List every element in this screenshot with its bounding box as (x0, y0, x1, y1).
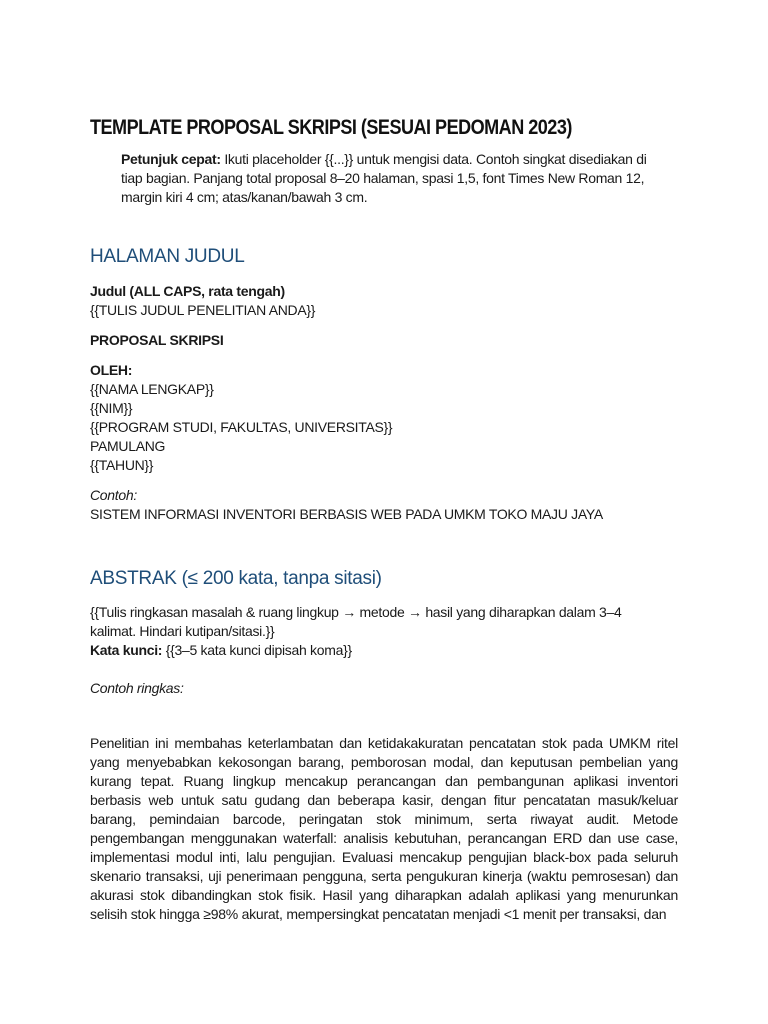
keywords-label: Kata kunci: (90, 642, 163, 658)
contoh-text: SISTEM INFORMASI INVENTORI BERBASIS WEB PADA UMKM TOKO MAJU JAYA (90, 506, 603, 522)
quick-guide-text: Ikuti placeholder {{...}} untuk mengisi data. Contoh singkat disediakan di tiap bagian. Panjang total proposal 8–20 halaman, spasi 1,5, font Times New Roman 12, margin kiri 4 cm; atas/kanan/bawah 3 cm. (121, 151, 647, 205)
quick-guide-label: Petunjuk cepat: (121, 151, 221, 167)
abstract-instruction: {{Tulis ringkasan masalah & ruang lingkup → metode → hasil yang diharapkan dalam 3–4 kalimat. Hindari kutipan/sitasi.}} (90, 604, 622, 639)
nim-placeholder: {{NIM}} (90, 400, 133, 416)
judul-placeholder: {{TULIS JUDUL PENELITIAN ANDA}} (90, 302, 316, 318)
contoh-label: Contoh: (90, 487, 137, 503)
quick-guide (121, 150, 661, 207)
tahun-placeholder: {{TAHUN}} (90, 457, 154, 473)
author-block (90, 361, 680, 475)
example-paragraph: Penelitian ini membahas keterlambatan dan ketidakakuratan pencatatan stok pada UMKM ritel yang menyebabkan kekosongan barang, pemborosan modal, dan keputusan pembelian yang kurang tepat. Ruang lingkup mencakup perancangan dan pembangunan aplikasi inventori berbasis web untuk satu gudang dan beberapa kasir, dengan fitur pencatatan masuk/keluar barang, pemindaian barcode, peringatan stok minimum, serta riwayat audit. Metode pengembangan menggunakan waterfall: analisis kebutuhan, perancangan ERD dan use case, implementasi modul inti, lalu pengujian. Evaluasi mencakup pengujian black-box pada seluruh skenario transaksi, uji penerimaan pengguna, serta pengukuran kinerja (waktu pemrosesan) dan akurasi stok dibandingkan stok fisik. Hasil yang diharapkan adalah aplikasi yang menurunkan selisih stok hingga ≥98% akurat, mempersingkat pencatatan menjadi <1 menit per transaksi, dan (90, 735, 678, 922)
document-title: TEMPLATE PROPOSAL SKRIPSI (SESUAI PEDOMAN 2023) (90, 116, 572, 139)
nama-placeholder: {{NAMA LENGKAP}} (90, 381, 214, 397)
example-label-block (90, 679, 680, 698)
judul-block (90, 282, 680, 320)
judul-label: Judul (ALL CAPS, rata tengah) (90, 283, 285, 299)
proposal-label: PROPOSAL SKRIPSI (90, 332, 224, 348)
proposal-block (90, 331, 680, 350)
contoh-block (90, 486, 680, 524)
program-placeholder: {{PROGRAM STUDI, FAKULTAS, UNIVERSITAS}} (90, 419, 393, 435)
section-heading-abstract: ABSTRAK (≤ 200 kata, tanpa sitasi) (90, 568, 382, 589)
example-label: Contoh ringkas: (90, 680, 184, 696)
kota-text: PAMULANG (90, 438, 166, 454)
abstract-instruction-block (90, 603, 650, 660)
section-heading-title-page: HALAMAN JUDUL (90, 246, 245, 267)
oleh-label: OLEH: (90, 362, 133, 378)
keywords-text: {{3–5 kata kunci dipisah koma}} (162, 642, 352, 658)
